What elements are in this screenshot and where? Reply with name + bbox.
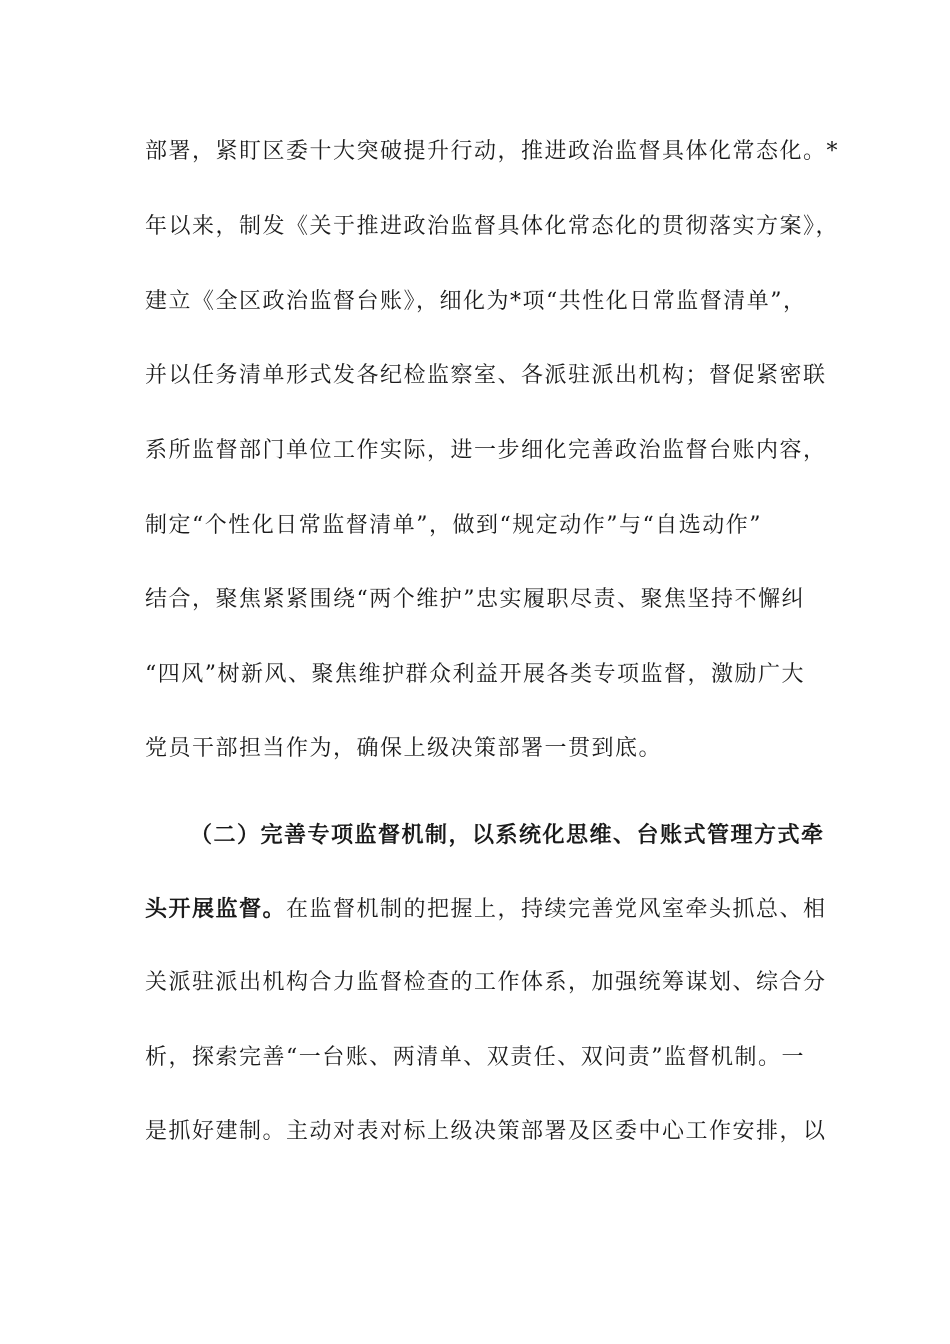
paragraph-line: 建立《全区政治监督台账》，细化为*项“共性化日常监督清单”， xyxy=(145,289,807,314)
section-heading: （二）完善专项监督机制，以系统化思维、台账式管理方式牵 xyxy=(190,822,825,848)
paragraph-line: 党员干部担当作为，确保上级决策部署一贯到底。 xyxy=(145,736,663,761)
paragraph-line: 系所监督部门单位工作实际，进一步细化完善政治监督台账内容， xyxy=(145,438,827,463)
paragraph-line: 并以任务清单形式发各纪检监察室、各派驻派出机构；督促紧密联 xyxy=(145,363,827,388)
paragraph-line: “四风”树新风、聚焦维护群众利益开展各类专项监督，激励广大 xyxy=(145,662,805,687)
paragraph-text: 在监督机制的把握上，持续完善党风室牵头抓总、相 xyxy=(286,897,827,922)
paragraph-line: 是抓好建制。主动对表对标上级决策部署及区委中心工作安排，以 xyxy=(145,1119,827,1144)
section-heading-continuation: 头开展监督。 xyxy=(145,896,287,922)
paragraph-line: 关派驻派出机构合力监督检查的工作体系，加强统筹谋划、综合分 xyxy=(145,970,827,995)
paragraph-line: 结合，聚焦紧紧围绕“两个维护”忠实履职尽责、聚焦坚持不懈纠 xyxy=(145,587,805,612)
paragraph-line: 制定“个性化日常监督清单”，做到“规定动作”与“自选动作” xyxy=(145,513,762,538)
paragraph-line: 部署，紧盯区委十大突破提升行动，推进政治监督具体化常态化。* xyxy=(145,139,840,164)
paragraph-line xyxy=(145,889,827,929)
paragraph-line: 析，探索完善“一台账、两清单、双责任、双问责”监督机制。一 xyxy=(145,1045,805,1070)
paragraph-line: 年以来，制发《关于推进政治监督具体化常态化的贯彻落实方案》， xyxy=(145,214,840,239)
